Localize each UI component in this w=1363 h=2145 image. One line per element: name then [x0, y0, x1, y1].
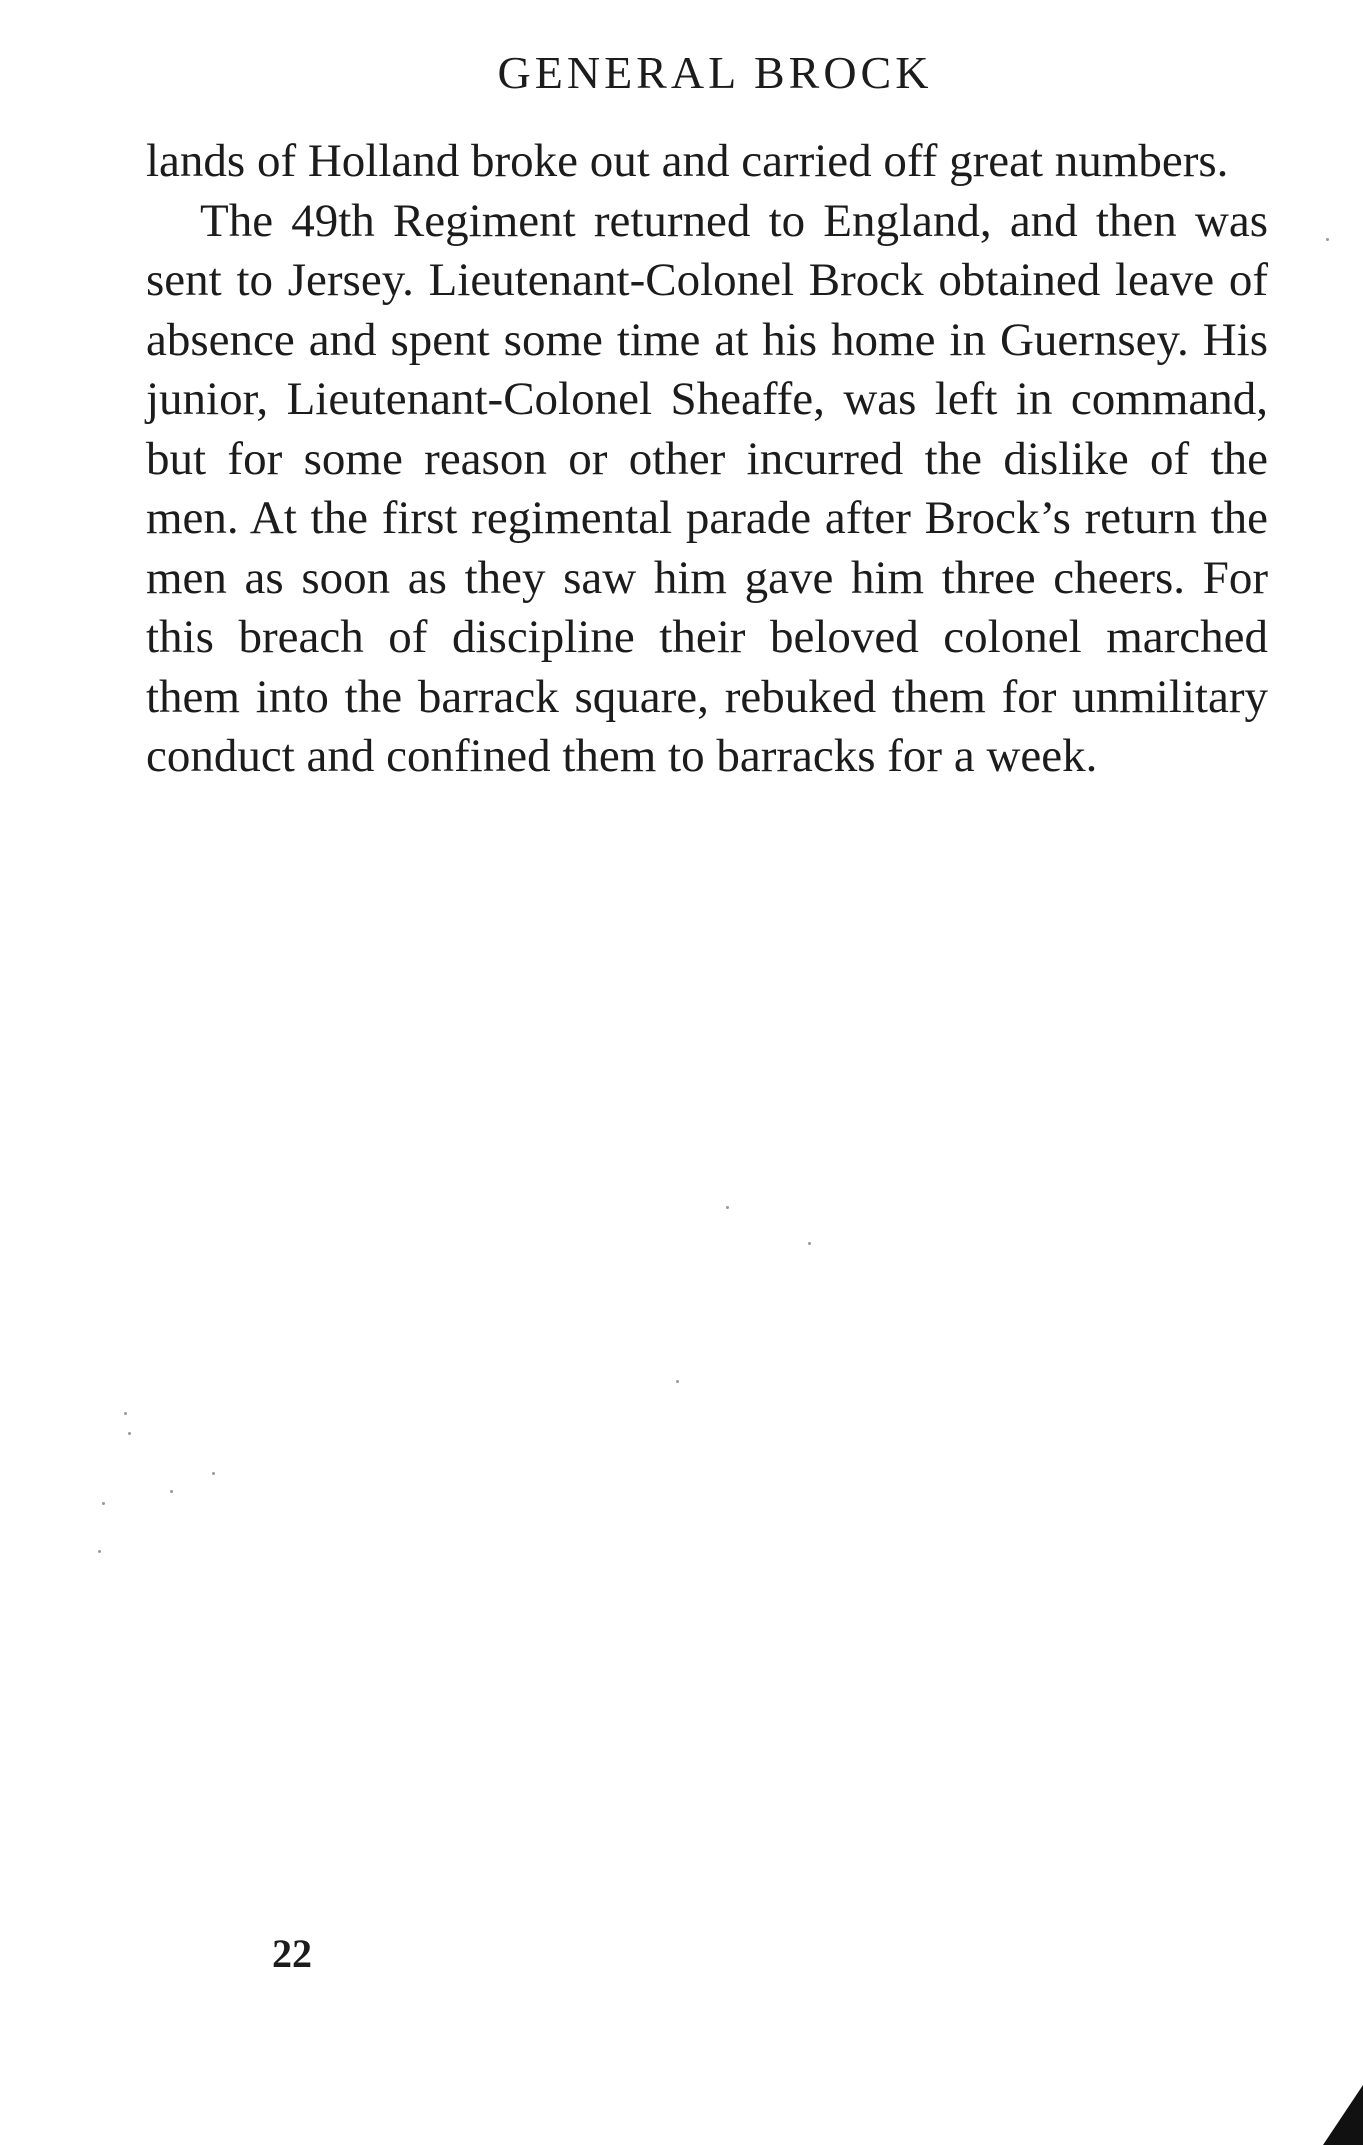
scan-speck	[212, 1472, 215, 1475]
scan-speck	[128, 1432, 131, 1435]
paragraph-continuation: lands of Holland broke out and carried off great numbers.	[146, 135, 1229, 187]
scan-speck	[124, 1412, 127, 1415]
body-text	[146, 132, 1268, 787]
paragraph: The 49th Regiment returned to England, and then was sent to Jersey. Lieutenant-Colonel Brock obtained leave of absence and spent some time at his home in Guernsey. His junior, Lieutenant-Colonel Sheaffe, was left in command, but for some reason or other incurred the dislike of the men. At the first regimental parade after Brock’s return the men as soon as they saw him gave him three cheers. For this breach of discipline their beloved colonel marched them into the barrack square, rebuked them for unmilitary conduct and confined them to barracks for a week.	[146, 194, 1268, 782]
running-title: GENERAL BROCK	[497, 47, 933, 98]
scan-speck	[808, 1242, 811, 1245]
scan-speck	[102, 1502, 105, 1505]
scan-speck	[676, 1380, 679, 1383]
scan-speck	[98, 1550, 101, 1553]
scan-speck	[1326, 238, 1329, 241]
scan-speck	[726, 1206, 729, 1209]
page-number: 22	[272, 1931, 312, 1976]
page-corner-mark	[1323, 2085, 1363, 2145]
scan-speck	[170, 1490, 173, 1493]
